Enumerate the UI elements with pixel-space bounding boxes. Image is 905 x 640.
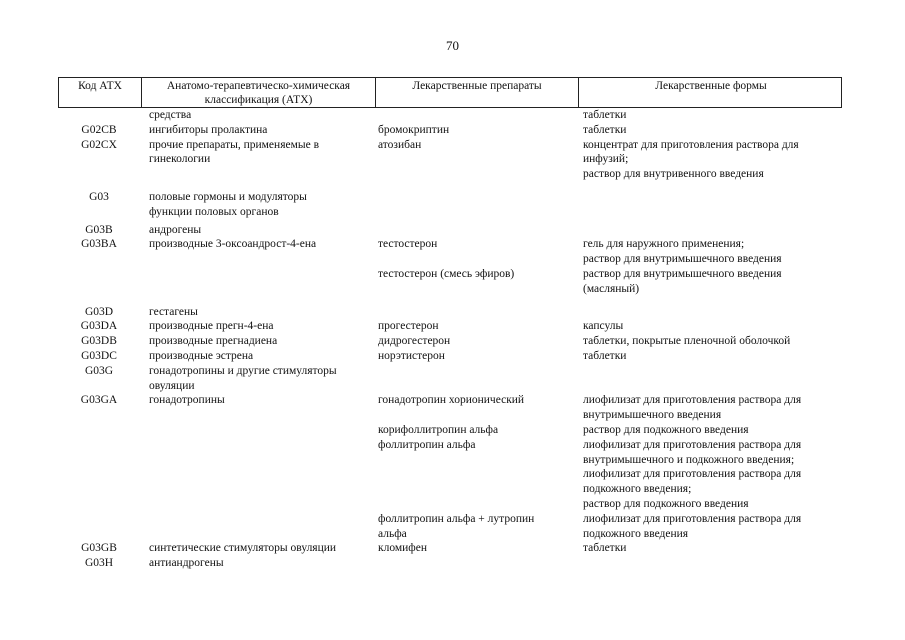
table-row — [58, 541, 842, 556]
drug-cell — [374, 190, 577, 205]
classification-cell: ингибиторы пролактина — [149, 123, 268, 136]
classification-cell: гонадотропины и другие стимуляторы — [149, 364, 337, 377]
drug-cell: прогестерон — [378, 320, 439, 333]
table-row — [58, 379, 842, 394]
classification-cell — [140, 453, 374, 468]
classification-cell — [140, 497, 374, 512]
atc-code-cell — [58, 423, 140, 438]
dosage-form-cell: раствор для внутримышечного введения — [583, 253, 782, 266]
classification-cell — [140, 267, 374, 282]
dosage-form-cell: концентрат для приготовления раствора для — [583, 138, 799, 151]
atc-code-cell — [58, 408, 140, 423]
table-row — [58, 205, 842, 220]
atc-code-cell: G03GB — [81, 542, 117, 555]
classification-cell — [140, 423, 374, 438]
classification-cell: функции половых органов — [149, 205, 279, 218]
table-row — [58, 334, 842, 349]
table-row — [58, 123, 842, 138]
drug-cell: норэтистерон — [378, 349, 445, 362]
dosage-form-cell: (масляный) — [583, 282, 640, 295]
row-spacer — [58, 297, 842, 305]
dosage-form-cell: лиофилизат для приготовления раствора для — [583, 438, 802, 451]
drug-cell — [374, 379, 577, 394]
atc-code-cell — [58, 205, 140, 220]
dosage-form-cell — [577, 364, 842, 379]
atc-code-cell: G03BA — [81, 238, 117, 251]
table-row — [58, 282, 842, 297]
atc-code-cell — [58, 438, 140, 453]
table-row — [58, 364, 842, 379]
atc-code-cell: G03DB — [81, 335, 117, 348]
drug-cell — [374, 152, 577, 167]
drug-cell — [374, 408, 577, 423]
classification-cell: производные 3-оксоандрост-4-ена — [149, 238, 317, 251]
dosage-form-cell: гель для наружного применения; — [583, 238, 745, 251]
header-drugs: Лекарственные препараты — [375, 78, 578, 107]
classification-cell — [140, 482, 374, 497]
atc-code-cell — [58, 512, 140, 527]
row-spacer — [58, 182, 842, 190]
classification-cell — [140, 167, 374, 182]
drug-cell — [374, 167, 577, 182]
atc-code-cell: G03DA — [80, 320, 118, 333]
atc-code-cell: G03DC — [81, 349, 117, 362]
classification-cell: гонадотропины — [149, 394, 225, 407]
atc-code-cell — [58, 379, 140, 394]
table-row — [58, 267, 842, 282]
drug-cell — [374, 467, 577, 482]
dosage-form-cell — [577, 379, 842, 394]
table-row — [58, 152, 842, 167]
dosage-form-cell: раствор для внутривенного введения — [583, 168, 764, 181]
classification-cell: средства — [149, 109, 192, 121]
drug-cell: кломифен — [378, 542, 427, 555]
drug-cell: фоллитропин альфа — [378, 438, 476, 451]
drug-cell: тестостерон (смесь эфиров) — [378, 267, 515, 280]
atc-code-cell — [58, 282, 140, 297]
dosage-form-cell: раствор для подкожного введения — [583, 423, 749, 436]
drug-cell: гонадотропин хорионический — [378, 394, 525, 407]
atc-code-cell — [58, 467, 140, 482]
table-row — [58, 467, 842, 482]
atc-code-cell: G03 — [89, 190, 109, 203]
drug-cell — [374, 223, 577, 238]
table-row — [58, 423, 842, 438]
drug-cell — [374, 252, 577, 267]
classification-cell: антиандрогены — [149, 557, 224, 570]
table-row — [58, 223, 842, 238]
atc-code-cell — [58, 482, 140, 497]
dosage-form-cell: таблетки — [583, 123, 627, 136]
header-code: Код АТХ — [78, 80, 122, 92]
atc-code-cell: G03G — [84, 364, 114, 377]
classification-cell — [140, 467, 374, 482]
dosage-form-cell: внутримышечного введения — [583, 409, 722, 422]
drug-cell: бромокриптин — [378, 123, 450, 136]
drug-cell: дидрогестерон — [378, 335, 451, 348]
table-body — [58, 108, 842, 571]
atc-code-cell: G03H — [84, 557, 114, 570]
atc-code-cell — [58, 167, 140, 182]
table-row — [58, 556, 842, 571]
classification-cell — [140, 512, 374, 527]
atc-code-cell: G02CB — [81, 123, 117, 136]
table-row — [58, 319, 842, 334]
page-number: 70 — [446, 38, 459, 53]
atc-code-cell — [58, 108, 140, 123]
dosage-form-cell: лиофилизат для приготовления раствора для — [583, 394, 802, 407]
table-row — [58, 252, 842, 267]
dosage-form-cell — [577, 305, 842, 320]
table-row — [58, 108, 842, 123]
table-row — [58, 393, 842, 408]
atc-code-cell — [58, 497, 140, 512]
table-row — [58, 138, 842, 153]
dosage-form-cell: лиофилизат для приготовления раствора для — [583, 512, 802, 525]
table-row — [58, 527, 842, 542]
classification-cell: овуляции — [149, 379, 195, 392]
table-row — [58, 305, 842, 320]
dosage-form-cell: подкожного введения — [583, 527, 689, 540]
dosage-form-cell — [577, 556, 842, 571]
classification-cell: половые гормоны и модуляторы — [149, 190, 307, 203]
atc-code-cell: G02CX — [81, 138, 117, 151]
table-row — [58, 408, 842, 423]
atc-code-cell: G03B — [85, 223, 113, 236]
table-row — [58, 167, 842, 182]
drug-cell — [374, 205, 577, 220]
table-row — [58, 497, 842, 512]
table-row — [58, 438, 842, 453]
atc-code-cell — [58, 453, 140, 468]
classification-cell — [140, 438, 374, 453]
drug-cell: атозибан — [378, 138, 422, 151]
atc-code-cell — [58, 267, 140, 282]
drug-cell — [374, 108, 577, 123]
classification-cell: гестагены — [149, 305, 198, 318]
dosage-form-cell — [577, 190, 842, 205]
drug-cell — [374, 305, 577, 320]
dosage-form-cell: раствор для внутримышечного введения — [583, 267, 782, 280]
atc-code-cell — [58, 152, 140, 167]
dosage-form-cell: подкожного введения; — [583, 483, 692, 496]
table-row — [58, 453, 842, 468]
table-row — [58, 482, 842, 497]
classification-cell — [140, 252, 374, 267]
dosage-form-cell — [577, 205, 842, 220]
table-header — [58, 77, 842, 108]
table-row — [58, 190, 842, 205]
dosage-form-cell — [577, 223, 842, 238]
table-row — [58, 237, 842, 252]
atc-code-cell — [58, 252, 140, 267]
classification-cell: производные прегнадиена — [149, 335, 278, 348]
drug-cell — [374, 497, 577, 512]
classification-cell — [140, 408, 374, 423]
drug-cell: альфа — [378, 527, 407, 540]
table-row — [58, 349, 842, 364]
atc-code-cell — [58, 527, 140, 542]
dosage-form-cell: таблетки — [583, 349, 627, 362]
dosage-form-cell: таблетки — [583, 542, 627, 555]
drug-cell — [374, 282, 577, 297]
dosage-form-cell: капсулы — [583, 320, 624, 333]
drug-cell: корифоллитропин альфа — [378, 423, 499, 436]
drug-cell: тестостерон — [378, 238, 438, 251]
dosage-form-cell: таблетки — [583, 109, 627, 121]
classification-cell: гинекологии — [149, 153, 211, 166]
classification-cell: синтетические стимуляторы овуляции — [149, 542, 337, 555]
dosage-form-cell: лиофилизат для приготовления раствора для — [583, 468, 802, 481]
classification-cell: андрогены — [149, 223, 202, 236]
classification-cell: прочие препараты, применяемые в — [149, 138, 320, 151]
atc-code-cell: G03GA — [80, 394, 118, 407]
dosage-form-cell: таблетки, покрытые пленочной оболочкой — [583, 335, 791, 348]
header-forms: Лекарственные формы — [578, 78, 843, 107]
dosage-form-cell: инфузий; — [583, 153, 629, 166]
drug-cell — [374, 364, 577, 379]
drug-cell — [374, 556, 577, 571]
atc-code-cell: G03D — [84, 305, 114, 318]
classification-cell: производные эстрена — [149, 349, 254, 362]
drug-cell — [374, 453, 577, 468]
classification-cell — [140, 527, 374, 542]
classification-cell — [140, 282, 374, 297]
table-row — [58, 512, 842, 527]
header-classification: Анатомо-терапевтическо-химическая классификация (АТХ) — [141, 78, 375, 107]
dosage-form-cell: раствор для подкожного введения — [583, 497, 749, 510]
classification-cell: производные прегн-4-ена — [149, 320, 274, 333]
dosage-form-cell: внутримышечного и подкожного введения; — [583, 453, 795, 466]
drug-cell: фоллитропин альфа + лутропин — [378, 512, 535, 525]
drug-cell — [374, 482, 577, 497]
